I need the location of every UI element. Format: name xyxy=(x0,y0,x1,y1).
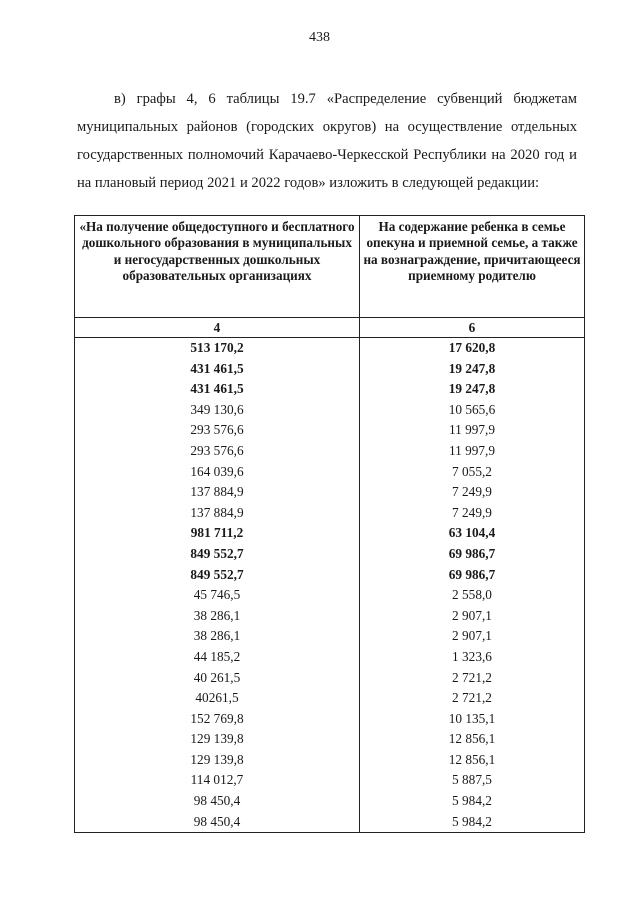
cell-column-4: 98 450,4 xyxy=(75,812,360,833)
page-number: 438 xyxy=(309,30,330,45)
cell-column-4: 38 286,1 xyxy=(75,606,360,627)
cell-column-4: 849 552,7 xyxy=(75,565,360,586)
cell-column-6: 5 984,2 xyxy=(360,791,585,812)
cell-column-4: 137 884,9 xyxy=(75,482,360,503)
cell-column-6: 19 247,8 xyxy=(360,359,585,380)
table-row xyxy=(75,709,585,730)
cell-column-4: 98 450,4 xyxy=(75,791,360,812)
table-row xyxy=(75,729,585,750)
header-foster-family: На содержание ребенка в семье опекуна и приемной семье, а также на вознаграждение, причитающееся приемному родителю xyxy=(360,216,585,318)
cell-column-6: 2 721,2 xyxy=(360,668,585,689)
cell-column-4: 513 170,2 xyxy=(75,338,360,359)
cell-column-6: 12 856,1 xyxy=(360,729,585,750)
table-row xyxy=(75,441,585,462)
cell-column-4: 152 769,8 xyxy=(75,709,360,730)
cell-column-4: 129 139,8 xyxy=(75,729,360,750)
table-row xyxy=(75,420,585,441)
cell-column-6: 2 907,1 xyxy=(360,606,585,627)
table-row xyxy=(75,359,585,380)
cell-column-4: 44 185,2 xyxy=(75,647,360,668)
table-row xyxy=(75,770,585,791)
cell-column-4: 40 261,5 xyxy=(75,668,360,689)
cell-column-6: 7 249,9 xyxy=(360,503,585,524)
cell-column-4: 45 746,5 xyxy=(75,585,360,606)
cell-column-6: 2 558,0 xyxy=(360,585,585,606)
cell-column-6: 11 997,9 xyxy=(360,420,585,441)
cell-column-4: 164 039,6 xyxy=(75,462,360,483)
table-row xyxy=(75,606,585,627)
cell-column-4: 981 711,2 xyxy=(75,523,360,544)
cell-column-4: 431 461,5 xyxy=(75,359,360,380)
cell-column-6: 2 907,1 xyxy=(360,626,585,647)
table-row xyxy=(75,544,585,565)
cell-column-6: 1 323,6 xyxy=(360,647,585,668)
cell-column-4: 293 576,6 xyxy=(75,441,360,462)
table-row xyxy=(75,523,585,544)
cell-column-6: 69 986,7 xyxy=(360,544,585,565)
cell-column-6: 11 997,9 xyxy=(360,441,585,462)
cell-column-6: 2 721,2 xyxy=(360,688,585,709)
cell-column-4: 129 139,8 xyxy=(75,750,360,771)
cell-column-4: 431 461,5 xyxy=(75,379,360,400)
table-row xyxy=(75,647,585,668)
cell-column-4: 137 884,9 xyxy=(75,503,360,524)
cell-column-4: 114 012,7 xyxy=(75,770,360,791)
cell-column-4: 849 552,7 xyxy=(75,544,360,565)
subvention-table xyxy=(74,215,585,833)
table-row xyxy=(75,791,585,812)
cell-column-6: 17 620,8 xyxy=(360,338,585,359)
table-row xyxy=(75,565,585,586)
cell-column-4: 293 576,6 xyxy=(75,420,360,441)
table-row xyxy=(75,503,585,524)
table-row xyxy=(75,626,585,647)
table-row xyxy=(75,688,585,709)
cell-column-6: 12 856,1 xyxy=(360,750,585,771)
table-row xyxy=(75,462,585,483)
cell-column-6: 10 135,1 xyxy=(360,709,585,730)
cell-column-6: 5 984,2 xyxy=(360,812,585,833)
column-number-4: 4 xyxy=(75,318,360,338)
table-row xyxy=(75,482,585,503)
table-row xyxy=(75,338,585,359)
cell-column-6: 7 055,2 xyxy=(360,462,585,483)
cell-column-4: 349 130,6 xyxy=(75,400,360,421)
cell-column-6: 7 249,9 xyxy=(360,482,585,503)
intro-paragraph: в) графы 4, 6 таблицы 19.7 «Распределение субвенций бюджетам муниципальных районов (городских округов) на осуществление отдельных государственных полномочий Карачаево-Черкесской Республики на 2020 год и на плановый период 2021 и 2022 годов» изложить в следующей редакции: xyxy=(77,91,577,191)
cell-column-4: 38 286,1 xyxy=(75,626,360,647)
header-preschool-education: «На получение общедоступного и бесплатного дошкольного образования в муниципальных и негосударственных дошкольных образовательных организациях xyxy=(75,216,360,318)
cell-column-6: 5 887,5 xyxy=(360,770,585,791)
table-row xyxy=(75,585,585,606)
column-number-row xyxy=(75,318,585,338)
table-row xyxy=(75,668,585,689)
table-header-row xyxy=(75,216,585,318)
cell-column-6: 19 247,8 xyxy=(360,379,585,400)
cell-column-6: 10 565,6 xyxy=(360,400,585,421)
column-number-6: 6 xyxy=(360,318,585,338)
cell-column-6: 69 986,7 xyxy=(360,565,585,586)
table-row xyxy=(75,400,585,421)
cell-column-4: 40261,5 xyxy=(75,688,360,709)
table-row xyxy=(75,379,585,400)
table-row xyxy=(75,812,585,833)
table-row xyxy=(75,750,585,771)
cell-column-6: 63 104,4 xyxy=(360,523,585,544)
